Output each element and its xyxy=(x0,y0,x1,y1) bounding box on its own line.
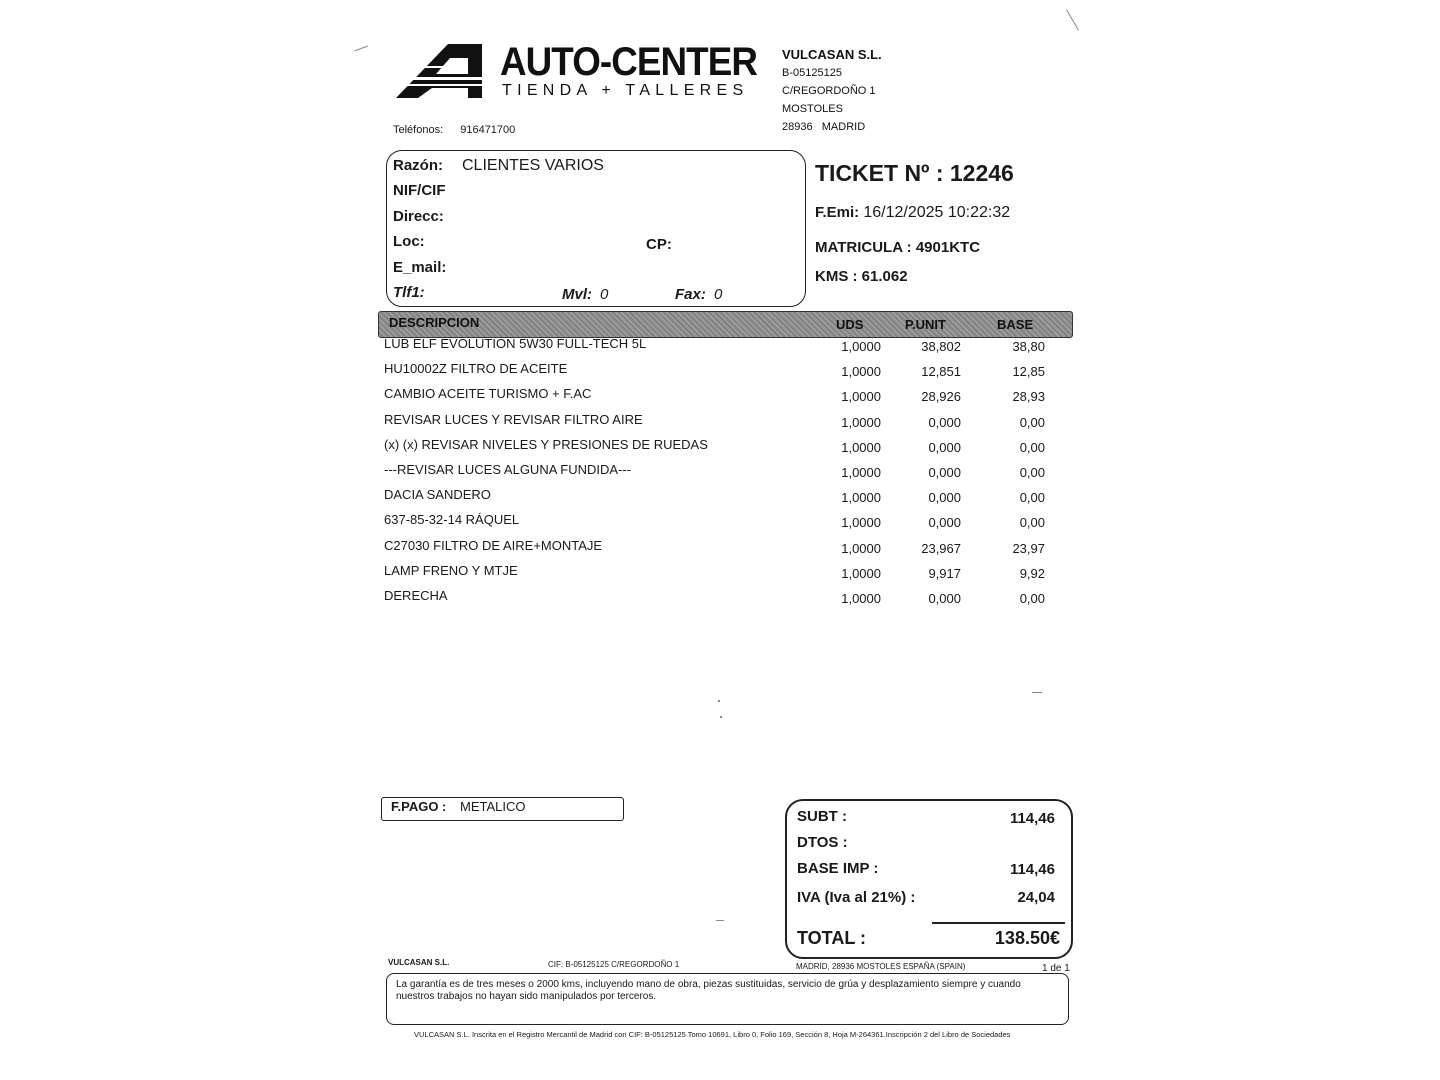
row-description: LAMP FRENO Y MTJE xyxy=(384,563,518,578)
row-unit-price: 12,851 xyxy=(921,364,961,379)
row-units: 1,0000 xyxy=(841,415,881,430)
row-unit-price: 38,802 xyxy=(921,339,961,354)
company-postal: 28936 xyxy=(782,121,813,133)
row-description: C27030 FILTRO DE AIRE+MONTAJE xyxy=(384,538,603,553)
footer-company: VULCASAN S.L. xyxy=(388,958,450,967)
email-label: E_mail: xyxy=(393,259,447,276)
company-postal-province xyxy=(782,118,882,136)
footer-cif-address: CIF: B-05125125 C/REGORDOÑO 1 xyxy=(548,960,680,969)
mvl-label: Mvl: xyxy=(562,286,592,303)
table-row xyxy=(0,336,1440,358)
fax-label: Fax: xyxy=(675,286,706,303)
table-row xyxy=(0,487,1440,509)
row-description: REVISAR LUCES Y REVISAR FILTRO AIRE xyxy=(384,412,643,427)
row-description: 637-85-32-14 RÁQUEL xyxy=(384,512,520,527)
subtotal-value: 114,46 xyxy=(1009,810,1055,827)
row-units: 1,0000 xyxy=(841,364,881,379)
col-description: DESCRIPCION xyxy=(389,315,480,330)
kms-value: 61.062 xyxy=(861,268,908,285)
razon-value: CLIENTES VARIOS xyxy=(462,157,604,174)
row-units: 1,0000 xyxy=(841,591,881,606)
row-unit-price: 0,000 xyxy=(928,465,961,480)
row-description: LUB ELF EVOLUTION 5W30 FULL-TECH 5L xyxy=(384,336,647,351)
row-description: DERECHA xyxy=(384,588,448,603)
row-units: 1,0000 xyxy=(841,541,881,556)
phone-value: 916471700 xyxy=(460,124,516,136)
total-value: 138.50€ xyxy=(994,928,1060,948)
table-row xyxy=(0,563,1440,585)
vat-value: 24,04 xyxy=(1017,889,1055,906)
row-description: ---REVISAR LUCES ALGUNA FUNDIDA--- xyxy=(384,462,632,477)
row-base: 0,00 xyxy=(1019,515,1045,530)
row-base: 28,93 xyxy=(1012,389,1045,404)
row-unit-price: 0,000 xyxy=(928,515,961,530)
cp-label: CP: xyxy=(646,236,672,253)
phone-row xyxy=(393,124,529,136)
payment-box xyxy=(381,797,624,821)
tax-base-value: 114,46 xyxy=(1009,861,1055,878)
razon-label: Razón: xyxy=(393,157,443,174)
plate-value: 4901KTC xyxy=(915,239,981,256)
row-base: 0,00 xyxy=(1019,465,1045,480)
row-units: 1,0000 xyxy=(841,465,881,480)
row-base: 23,97 xyxy=(1012,541,1045,556)
row-description: DACIA SANDERO xyxy=(384,487,491,502)
page-number: 1 de 1 xyxy=(1042,963,1070,974)
table-row xyxy=(0,538,1440,560)
tax-base-label: BASE IMP : xyxy=(797,860,879,877)
col-base: BASE xyxy=(997,317,1034,332)
company-address: C/REGORDOÑO 1 xyxy=(782,85,876,97)
issue-date-value: 16/12/2025 10:22:32 xyxy=(863,204,1011,221)
row-base: 0,00 xyxy=(1019,490,1045,505)
company-name: VULCASAN S.L. xyxy=(782,47,882,62)
row-units: 1,0000 xyxy=(841,490,881,505)
table-row xyxy=(0,588,1440,610)
table-row xyxy=(0,437,1440,459)
registry-text: VULCASAN S.L. Inscrita en el Registro Mercantil de Madrid con CIF: B-05125125 Tomo 10691, Libro 0, Folio 169, Sección 8, Hoja M-264361.Inscripción 2 del Libro de Sociedades xyxy=(414,1030,1011,1039)
row-base: 12,85 xyxy=(1012,364,1045,379)
discount-label: DTOS : xyxy=(797,834,848,851)
row-unit-price: 23,967 xyxy=(921,541,961,556)
row-base: 9,92 xyxy=(1019,566,1045,581)
kms-label: KMS : xyxy=(815,268,858,285)
direcc-label: Direcc: xyxy=(393,208,444,225)
plate-label: MATRICULA : xyxy=(815,239,912,256)
row-units: 1,0000 xyxy=(841,515,881,530)
row-unit-price: 0,000 xyxy=(928,440,961,455)
row-unit-price: 28,926 xyxy=(921,389,961,404)
table-row xyxy=(0,512,1440,534)
row-unit-price: 0,000 xyxy=(928,591,961,606)
mvl-value: 0 xyxy=(600,286,609,303)
auto-center-logo-icon xyxy=(396,44,486,98)
company-city: MOSTOLES xyxy=(782,103,843,115)
totals-rule xyxy=(932,922,1065,924)
row-unit-price: 0,000 xyxy=(928,490,961,505)
table-row xyxy=(0,412,1440,434)
brand-subtitle: TIENDA + TALLERES xyxy=(502,82,749,99)
row-base: 0,00 xyxy=(1019,440,1045,455)
row-description: HU10002Z FILTRO DE ACEITE xyxy=(384,361,568,376)
subtotal-label: SUBT : xyxy=(797,808,847,825)
plate-row xyxy=(815,239,980,256)
guarantee-text: La garantía es de tres meses o 2000 kms, incluyendo mano de obra, piezas sustituidas, servicio de grúa y desplazamiento siempre y cuando nuestros trabajos no hayan sido manipulados por terceros. xyxy=(396,979,1021,1002)
payment-value: METALICO xyxy=(460,799,526,814)
row-unit-price: 9,917 xyxy=(928,566,961,581)
row-units: 1,0000 xyxy=(841,389,881,404)
issue-date-row xyxy=(815,204,1010,222)
row-units: 1,0000 xyxy=(841,566,881,581)
brand-name: AUTO-CENTER xyxy=(500,40,758,84)
phone-label: Teléfonos: xyxy=(393,124,444,136)
kms-row xyxy=(815,268,908,285)
row-base: 0,00 xyxy=(1019,415,1045,430)
company-cif: B-05125125 xyxy=(782,67,842,79)
tlf-label: Tlf1: xyxy=(393,284,425,301)
loc-label: Loc: xyxy=(393,233,425,250)
col-units: UDS xyxy=(836,317,864,332)
row-description: CAMBIO ACEITE TURISMO + F.AC xyxy=(384,386,592,401)
row-unit-price: 0,000 xyxy=(928,415,961,430)
table-header xyxy=(378,311,1073,338)
fax-value: 0 xyxy=(714,286,723,303)
company-province: MADRID xyxy=(821,121,866,133)
table-row xyxy=(0,386,1440,408)
issue-date-label: F.Emi: xyxy=(815,204,860,221)
total-label: TOTAL : xyxy=(797,928,866,948)
company-info xyxy=(782,46,882,136)
nif-label: NIF/CIF xyxy=(393,182,446,199)
row-base: 0,00 xyxy=(1019,591,1045,606)
row-units: 1,0000 xyxy=(841,440,881,455)
payment-label: F.PAGO : xyxy=(391,799,447,814)
ticket-number: TICKET Nº : 12246 xyxy=(815,160,1014,186)
table-row xyxy=(0,361,1440,383)
footer-location: MADRID, 28936 MOSTOLES ESPAÑA (SPAIN) xyxy=(796,962,966,971)
row-base: 38,80 xyxy=(1012,339,1045,354)
row-units: 1,0000 xyxy=(841,339,881,354)
row-description: (x) (x) REVISAR NIVELES Y PRESIONES DE RUEDAS xyxy=(384,437,708,452)
table-row xyxy=(0,462,1440,484)
vat-label: IVA (Iva al 21%) : xyxy=(797,889,916,906)
guarantee-box xyxy=(386,973,1069,1025)
col-unit-price: P.UNIT xyxy=(905,317,946,332)
